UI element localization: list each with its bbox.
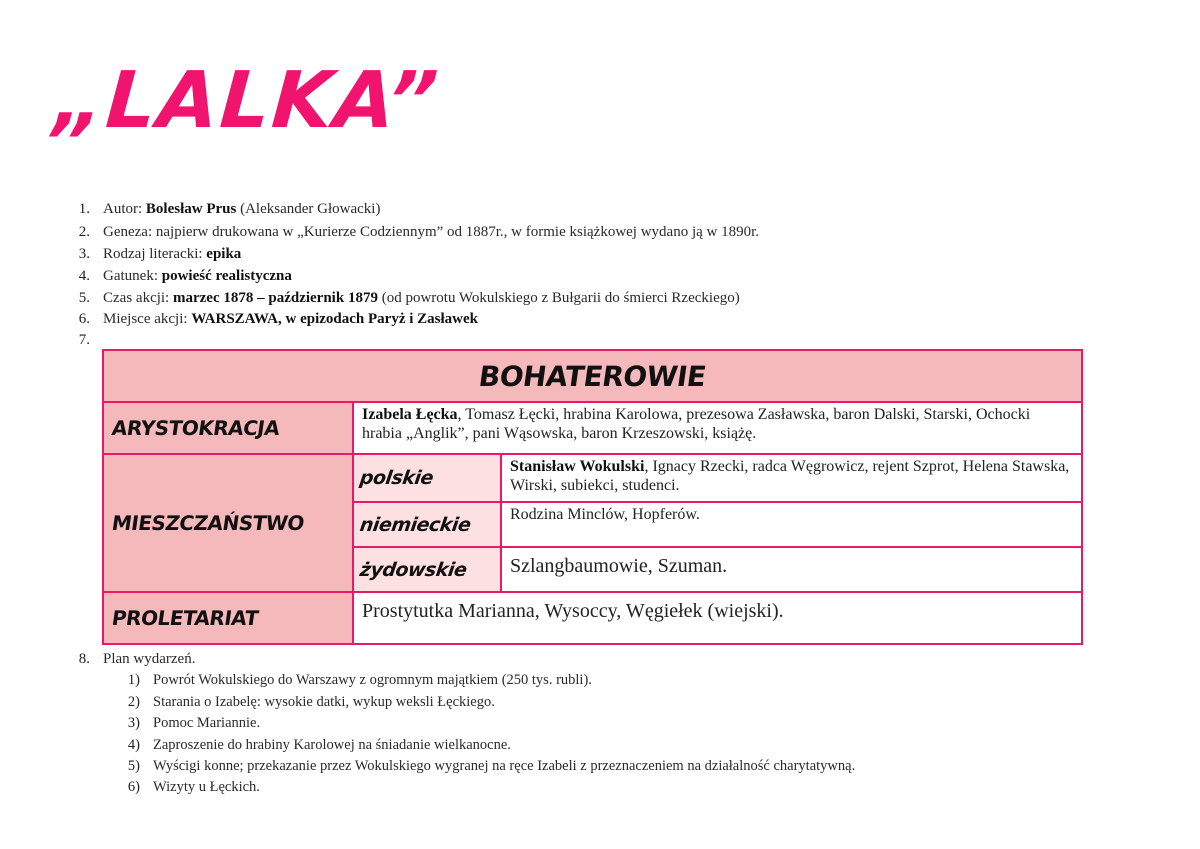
sub-cell-jewish: [353, 547, 501, 592]
list-number: 5.: [78, 290, 90, 306]
sub-cell-german: [353, 502, 501, 547]
text-segment: (od powrotu Wokulskiego z Bułgarii do śmierci Rzeckiego): [377, 290, 740, 306]
text-segment: Gatunek:: [103, 268, 162, 284]
class-cell-aristocracy: [103, 402, 353, 454]
sub-label: żydowskie: [358, 558, 469, 581]
bold-segment: Izabela Łęcka: [362, 406, 458, 423]
sub-label: polskie: [358, 467, 435, 489]
text-segment: Miejsce akcji:: [103, 311, 192, 327]
list-item-time: [103, 290, 740, 307]
list-item-place: [103, 311, 478, 328]
list-number: 7.: [78, 332, 90, 348]
plan-number: 4): [127, 737, 140, 753]
list-number: 3.: [78, 246, 90, 262]
plan-item: Powrót Wokulskiego do Warszawy z ogromnym majątkiem (250 tys. rubli).: [153, 672, 592, 688]
list-number: 1.: [78, 201, 90, 217]
jewish-heroes: Szlangbaumowie, Szuman.: [501, 547, 1082, 592]
plan-number: 6): [127, 779, 140, 795]
proletariat-heroes: Prostytutka Marianna, Wysoccy, Węgiełek (wiejski).: [353, 592, 1082, 644]
list-number: 6.: [78, 311, 90, 327]
plan-item: Starania o Izabelę: wysokie datki, wykup weksli Łęckiego.: [153, 694, 495, 710]
german-heroes: Rodzina Minclów, Hopferów.: [501, 502, 1082, 547]
list-number: 8.: [78, 651, 90, 667]
text-segment: (Aleksander Głowacki): [236, 201, 381, 217]
bold-segment: powieść realistyczna: [161, 268, 292, 284]
polish-heroes: [501, 454, 1082, 502]
text-segment: Autor:: [103, 201, 146, 217]
plan-item: Wyścigi konne; przekazanie przez Wokulskiego wygranej na ręce Izabeli z przeznaczeniem na działalność charytatywną.: [153, 758, 856, 774]
class-cell-bourgeoisie: [103, 454, 353, 592]
text-segment: Rodzaj literacki:: [103, 246, 207, 262]
plan-item: Wizyty u Łęckich.: [153, 779, 260, 795]
plan-title: Plan wydarzeń.: [103, 651, 196, 667]
list-number: 4.: [78, 268, 90, 284]
plan-number: 5): [127, 758, 140, 774]
text-segment: , Tomasz Łęcki, hrabina Karolowa, prezesowa Zasławska, baron Dalski, Starski, Ochocki hrabia „Anglik”, pani Wąsowska, baron Krzeszowski, książę.: [362, 406, 1031, 442]
class-label: MIESZCZAŃSTWO: [110, 511, 306, 535]
list-item-genre: [103, 268, 292, 285]
text-segment: Geneza: najpierw drukowana w „Kurierze Codziennym” od 1887r., w formie książkowej wydano ją w 1890r.: [103, 224, 760, 240]
table-header: [103, 350, 1082, 402]
class-cell-proletariat: [103, 592, 353, 644]
bold-segment: Stanisław Wokulski: [510, 458, 645, 475]
list-item-genesis: [103, 224, 759, 241]
plan-number: 3): [127, 715, 140, 731]
list-item-author: [103, 201, 380, 218]
aristocracy-heroes: [353, 402, 1082, 454]
text-segment: Czas akcji:: [103, 290, 173, 306]
plan-number: 1): [127, 672, 140, 688]
list-item-literary-kind: [103, 246, 241, 263]
bold-segment: Bolesław Prus: [145, 201, 237, 217]
table-header-label: BOHATEROWIE: [476, 359, 709, 393]
plan-item: Zaproszenie do hrabiny Karolowej na śniadanie wielkanocne.: [153, 737, 511, 753]
text-segment: , Ignacy Rzecki, radca Węgrowicz, rejent Szprot, Helena Stawska, Wirski, subiekci, studenci.: [510, 458, 1070, 494]
class-label: ARYSTOKRACJA: [110, 416, 281, 440]
bold-segment: WARSZAWA, w epizodach Paryż i Zasławek: [191, 311, 478, 327]
sub-label: niemieckie: [358, 513, 472, 536]
sub-cell-polish: [353, 454, 501, 502]
class-label: PROLETARIAT: [110, 606, 260, 630]
bold-segment: epika: [206, 246, 242, 262]
bold-segment: marzec 1878 – październik 1879: [172, 290, 378, 306]
list-number: 2.: [78, 224, 90, 240]
plan-item: Pomoc Mariannie.: [153, 715, 261, 731]
plan-number: 2): [127, 694, 140, 710]
document-title: „LALKA”: [50, 56, 443, 146]
heroes-table: [102, 349, 1083, 645]
